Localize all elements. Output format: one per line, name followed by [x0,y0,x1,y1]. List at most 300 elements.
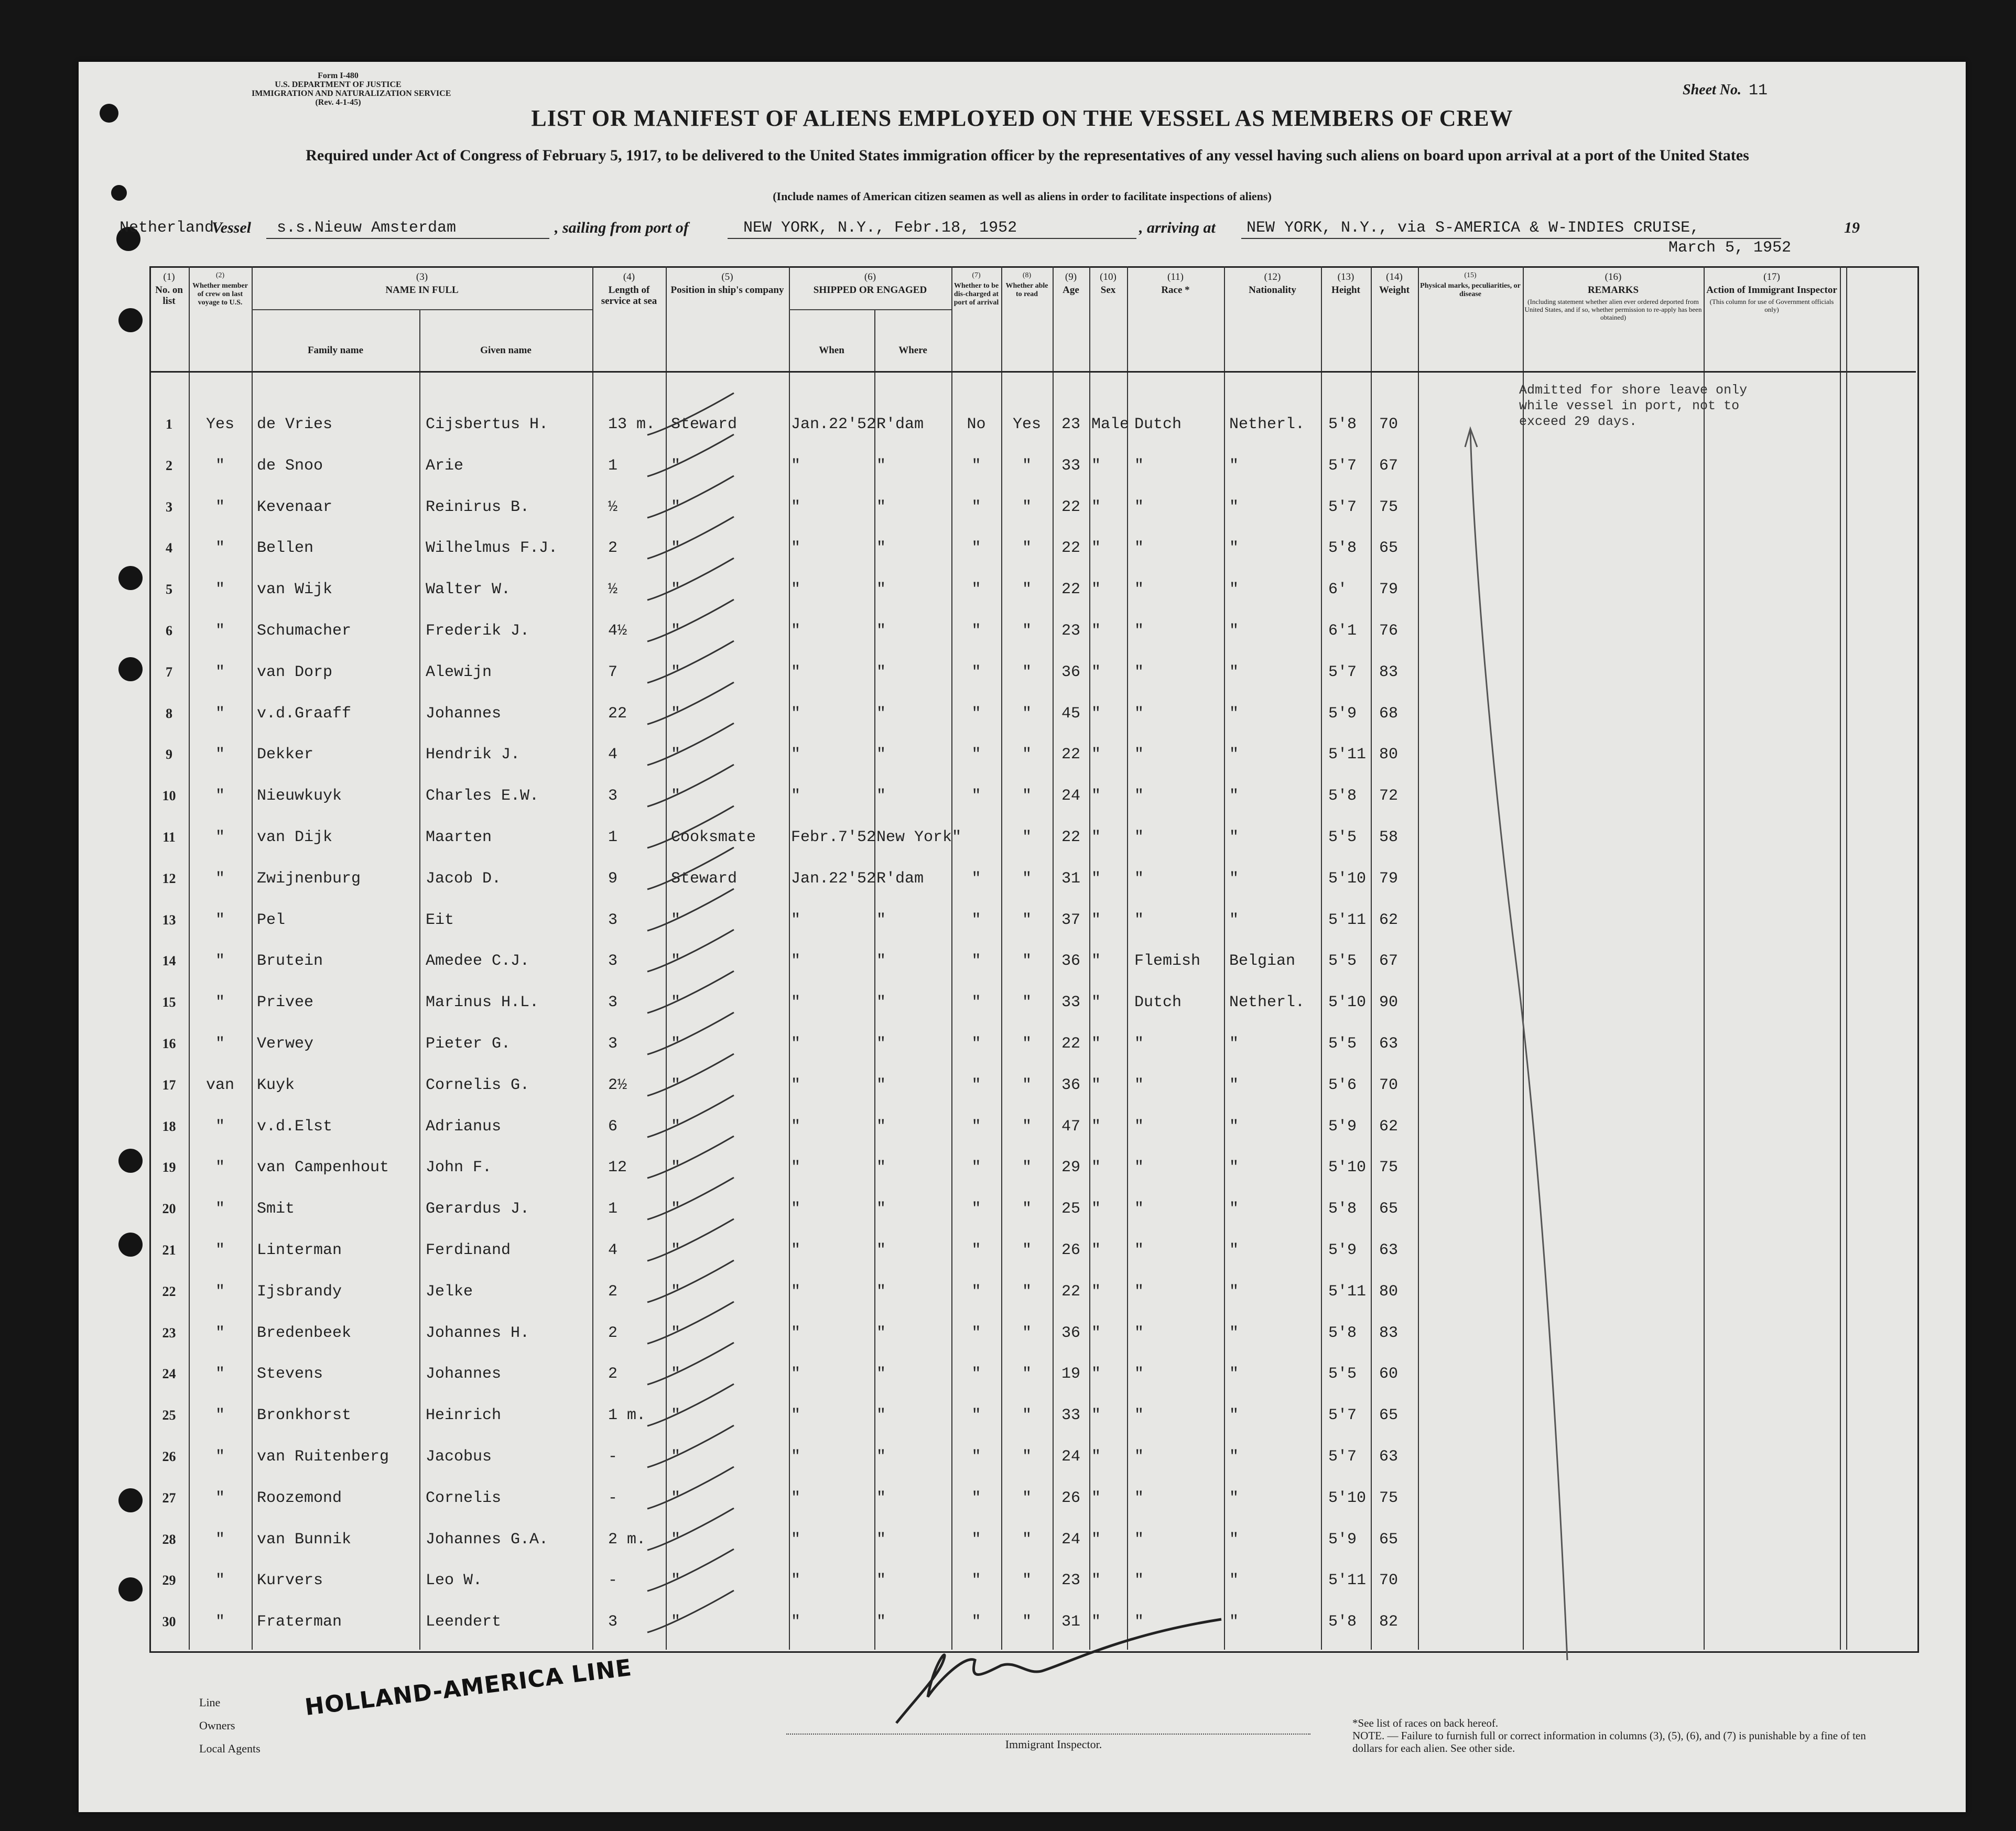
company-stamp: HOLLAND-AMERICA LINE [303,1654,634,1721]
cell-read: " [1022,952,1032,970]
cell-no: 5 [166,582,172,597]
cell-given: Marinus H.L. [426,994,539,1011]
cell-service: 3 [608,952,618,970]
cell-given: Jacob D. [426,870,502,888]
cell-when: " [791,1241,801,1259]
cell-sex: " [1091,581,1101,598]
cell-age: 24 [1061,1531,1080,1549]
cell-discharged: " [971,870,981,888]
cell-weight: 63 [1379,1035,1399,1053]
cell-read: " [1022,1159,1032,1176]
cell-position: " [671,1407,681,1424]
cell-service: 2 [608,1365,618,1383]
cell-service: 1 [608,1200,618,1218]
cell-race: " [1134,787,1144,805]
cell-position: " [671,498,681,516]
cell-when: " [791,1035,801,1053]
cell-where: R'dam [876,416,924,433]
cell-nationality: " [1229,622,1239,640]
cell-no: 29 [162,1573,176,1588]
cell-service: 4 [608,1241,618,1259]
cell-given: Heinrich [426,1407,502,1424]
binder-hole [118,308,143,332]
cell-no: 16 [162,1036,176,1051]
cell-age: 37 [1061,911,1080,929]
cell-sex: " [1091,1241,1101,1259]
cell-service: 4½ [608,622,627,640]
column-rule [1418,266,1419,1650]
cell-height: 5'11 [1328,746,1367,764]
cell-given: Jacobus [426,1448,492,1466]
cell-crew: " [215,1035,225,1053]
cell-when: Jan.22'52 [791,416,876,433]
cell-where: " [876,622,886,640]
cell-given: Gerardus J. [426,1200,530,1218]
cell-nationality: " [1229,498,1239,516]
cell-age: 22 [1061,829,1080,846]
cell-where: " [876,1076,886,1094]
column-number: (12) [1264,271,1281,282]
cell-crew: " [215,539,225,557]
cell-when: " [791,1076,801,1094]
cell-given: Johannes G.A. [426,1531,549,1549]
vessel-underline [266,238,549,239]
cell-when: " [791,581,801,598]
cell-given: Reinirus B. [426,498,530,516]
cell-family: Fraterman [257,1613,342,1631]
cell-nationality: " [1229,829,1239,846]
cell-height: 5'9 [1328,1118,1357,1136]
cell-race: " [1134,1324,1144,1342]
cell-crew: " [215,498,225,516]
cell-crew: " [215,1613,225,1631]
cell-position: " [671,1118,681,1136]
cell-height: 5'5 [1328,829,1357,846]
cell-crew: Yes [205,416,234,433]
cell-when: " [791,1448,801,1466]
cell-sex: " [1091,1324,1101,1342]
column-header-sex [1091,271,1125,296]
cell-family: Bredenbeek [257,1324,352,1342]
cell-service: 12 [608,1159,627,1176]
cell-given: Leendert [426,1613,502,1631]
cell-no: 28 [162,1532,176,1547]
cell-given: Arie [426,457,464,475]
cell-when: " [791,1365,801,1383]
cell-where: " [876,1613,886,1631]
cell-given: Cijsbertus H. [426,416,549,433]
cell-height: 5'8 [1328,1613,1357,1631]
cell-weight: 79 [1379,581,1399,598]
cell-crew: " [215,457,225,475]
arrival-date: March 5, 1952 [1668,239,1792,257]
cell-nationality: " [1229,1283,1239,1301]
cell-when: " [791,911,801,929]
cell-no: 14 [162,953,176,968]
cell-age: 22 [1061,746,1080,764]
cell-age: 26 [1061,1489,1080,1507]
cell-discharged: " [971,1407,981,1424]
column-header-discharged [953,271,1000,307]
cell-service: 2 m. [608,1531,646,1549]
cell-given: John F. [426,1159,492,1176]
cell-race: " [1134,870,1144,888]
cell-family: Schumacher [257,622,352,640]
cell-discharged: " [971,622,981,640]
cell-sex: " [1091,1489,1101,1507]
cell-sex: Male [1091,416,1130,433]
cell-no: 27 [162,1490,176,1506]
column-number: (11) [1167,271,1184,282]
cell-crew: " [215,1365,225,1383]
cell-family: van Dijk [257,829,333,846]
column-number: (8) [1022,271,1032,279]
cell-no: 6 [166,623,172,638]
cell-position: " [671,1448,681,1466]
cell-race: " [1134,911,1144,929]
cell-service: - [608,1489,618,1507]
cell-position: " [671,457,681,475]
cell-given: Alewijn [426,663,492,681]
column-header-when [790,345,873,356]
binder-hole [118,1233,143,1257]
cell-given: Johannes [426,1365,502,1383]
cell-given: Frederik J. [426,622,530,640]
cell-read: " [1022,539,1032,557]
cell-read: " [1022,1324,1032,1342]
cell-discharged: " [971,1241,981,1259]
cell-position: " [671,1241,681,1259]
cell-discharged: " [971,1118,981,1136]
cell-crew: " [215,870,225,888]
cell-read: " [1022,1531,1032,1549]
cell-age: 29 [1061,1159,1080,1176]
cell-no: 12 [162,871,176,886]
cell-read: " [1022,1035,1032,1053]
cell-nationality: " [1229,870,1239,888]
column-rule [1127,266,1128,1650]
sailing-port: NEW YORK, N.Y., Febr.18, 1952 [743,219,1017,237]
cell-read: " [1022,1407,1032,1424]
cell-when: " [791,787,801,805]
cell-crew: " [215,622,225,640]
cell-family: Zwijnenburg [257,870,361,888]
column-header-nationality [1226,271,1319,296]
form-number: Form I-480 [318,71,359,80]
cell-sex: " [1091,663,1101,681]
cell-family: Bronkhorst [257,1407,352,1424]
cell-weight: 63 [1379,1241,1399,1259]
cell-height: 5'11 [1328,1283,1367,1301]
cell-when: " [791,457,801,475]
cell-sex: " [1091,1035,1101,1053]
cell-nationality: " [1229,1407,1239,1424]
cell-weight: 75 [1379,498,1399,516]
cell-discharged: " [971,1365,981,1383]
cell-position: " [671,1076,681,1094]
cell-discharged: " [971,994,981,1011]
cell-family: Smit [257,1200,295,1218]
cell-where: " [876,994,886,1011]
column-number: (17) [1763,271,1780,282]
column-header-label: SHIPPED OR ENGAGED [813,285,927,296]
cell-race: " [1134,705,1144,723]
cell-service: 7 [608,663,618,681]
cell-no: 20 [162,1201,176,1216]
cell-race: " [1134,1407,1144,1424]
cell-age: 36 [1061,663,1080,681]
column-header-no [151,271,187,307]
cell-discharged: " [971,952,981,970]
arriving-port: NEW YORK, N.Y., via S-AMERICA & W-INDIES CRUISE, [1247,219,1700,237]
cell-family: van Campenhout [257,1159,389,1176]
cell-discharged: " [971,1324,981,1342]
column-header-label: Nationality [1249,285,1296,296]
cell-weight: 80 [1379,746,1399,764]
cell-race: " [1134,1283,1144,1301]
cell-height: 5'8 [1328,787,1357,805]
cell-no: 11 [162,830,176,845]
cell-nationality: Belgian [1229,952,1296,970]
cell-sex: " [1091,457,1101,475]
cell-family: v.d.Elst [257,1118,333,1136]
cell-discharged: " [971,457,981,475]
cell-race: " [1134,663,1144,681]
cell-crew: " [215,1241,225,1259]
column-number: (9) [1065,271,1077,282]
cell-where: " [876,787,886,805]
cell-race: " [1134,457,1144,475]
cell-service: 1 m. [608,1407,646,1424]
column-header-service [594,271,664,307]
cell-no: 24 [162,1366,176,1381]
cell-position: " [671,952,681,970]
cell-given: Leo W. [426,1572,483,1589]
cell-nationality: " [1229,1613,1239,1631]
cell-height: 5'10 [1328,1159,1367,1176]
cell-discharged: " [971,787,981,805]
cell-read: " [1022,705,1032,723]
column-rule [1224,266,1225,1650]
cell-when: " [791,622,801,640]
cell-sex: " [1091,622,1101,640]
cell-no: 10 [162,788,176,803]
cell-height: 5'6 [1328,1076,1357,1094]
page-subtitle-note: (Include names of American citizen seamen as well as aliens in order to facilitate inspections of aliens) [773,190,1272,203]
cell-family: Kevenaar [257,498,333,516]
cell-no: 1 [166,417,172,432]
form-identifier [252,71,451,107]
races-note: *See list of races on back hereof. [1352,1717,1499,1729]
arriving-label: , arriving at [1139,219,1216,236]
cell-when: " [791,1489,801,1507]
cell-race: " [1134,829,1144,846]
cell-height: 5'8 [1328,416,1357,433]
cell-weight: 65 [1379,539,1399,557]
cell-sex: " [1091,911,1101,929]
cell-weight: 58 [1379,829,1399,846]
cell-crew: " [215,994,225,1011]
cell-where: " [876,1448,886,1466]
cell-crew: " [215,581,225,598]
penalty-note: NOTE. — Failure to furnish full or correct information in columns (3), (5), (6), and (7) is punishable by a fine of ten dollars for each alien. See other side. [1352,1729,1866,1754]
cell-race: " [1134,746,1144,764]
cell-race: Dutch [1134,994,1182,1011]
cell-position: " [671,663,681,681]
cell-position: " [671,1531,681,1549]
cell-nationality: " [1229,705,1239,723]
cell-sex: " [1091,746,1101,764]
column-header-position [667,271,787,296]
cell-age: 36 [1061,1324,1080,1342]
cell-family: van Bunnik [257,1531,352,1549]
cell-nationality: " [1229,1241,1239,1259]
cell-when: " [791,994,801,1011]
cell-when: " [791,952,801,970]
cell-height: 5'11 [1328,911,1367,929]
column-header-label: Whether to be dis-charged at port of arrival [953,282,999,307]
cell-position: " [671,746,681,764]
cell-race: " [1134,1448,1144,1466]
cell-family: de Vries [257,416,333,433]
cell-nationality: " [1229,457,1239,475]
name-subheader-rule [252,309,592,310]
cell-weight: 62 [1379,1118,1399,1136]
cell-race: " [1134,498,1144,516]
cell-where: " [876,1365,886,1383]
cell-race: " [1134,1035,1144,1053]
column-header-note: (Including statement whether alien ever ordered deported from United States, and if so, whether permission to re-apply has been obtained) [1524,298,1702,321]
cell-height: 5'9 [1328,705,1357,723]
cell-sex: " [1091,705,1101,723]
vessel-label: Vessel [212,219,251,236]
cell-age: 36 [1061,1076,1080,1094]
cell-given: Walter W. [426,581,511,598]
cell-race: " [1134,622,1144,640]
cell-height: 5'9 [1328,1241,1357,1259]
cell-where: " [876,457,886,475]
cell-when: " [791,1613,801,1631]
cell-sex: " [1091,1407,1101,1424]
cell-when: " [791,1118,801,1136]
cell-discharged: " [971,498,981,516]
cell-service: 1 [608,457,618,475]
binder-hole [118,657,143,681]
cell-no: 7 [166,664,172,680]
cell-service: 13 m. [608,416,656,433]
vessel-nationality: Netherland [120,219,214,237]
cell-nationality: Netherl. [1229,416,1305,433]
column-header-age [1054,271,1088,296]
cell-sex: " [1091,1572,1101,1589]
cell-discharged: " [971,746,981,764]
cell-age: 19 [1061,1365,1080,1383]
cell-nationality: " [1229,1118,1239,1136]
cell-height: 5'10 [1328,994,1367,1011]
cell-race: " [1134,581,1144,598]
cell-read: " [1022,1613,1032,1631]
cell-sex: " [1091,1118,1101,1136]
cell-sex: " [1091,498,1101,516]
cell-height: 5'5 [1328,1365,1357,1383]
column-header-label: Whether able to read [1005,282,1048,298]
cell-read: " [1022,622,1032,640]
column-header-label: NAME IN FULL [385,285,459,296]
column-header-label: Height [1331,285,1360,296]
cell-crew: " [215,911,225,929]
cell-when: " [791,1407,801,1424]
cell-weight: 76 [1379,622,1399,640]
cell-crew: " [215,1407,225,1424]
column-header-race [1129,271,1222,296]
cell-crew: " [215,1200,225,1218]
column-rule [789,266,790,1650]
cell-when: " [791,539,801,557]
cell-age: 22 [1061,539,1080,557]
cell-discharged: " [971,1035,981,1053]
cell-crew: van [205,1076,234,1094]
cell-discharged: " [971,1531,981,1549]
cell-weight: 70 [1379,1572,1399,1589]
column-header-where [876,345,950,356]
cell-weight: 80 [1379,1283,1399,1301]
cell-no: 18 [162,1119,176,1134]
cell-where: " [876,498,886,516]
cell-sex: " [1091,539,1101,557]
form-department: U.S. DEPARTMENT OF JUSTICE [275,80,402,89]
binder-hole [118,1488,143,1512]
vessel-name: s.s.Nieuw Amsterdam [277,219,457,237]
cell-crew: " [215,1118,225,1136]
cell-given: Hendrik J. [426,746,521,764]
cell-discharged: " [971,1200,981,1218]
column-header-read [1003,271,1051,299]
cell-race: Flemish [1134,952,1201,970]
cell-race: " [1134,1076,1144,1094]
cell-position: " [671,787,681,805]
cell-service: - [608,1448,618,1466]
cell-age: 23 [1061,1572,1080,1589]
cell-race: " [1134,1613,1144,1631]
footer-line-label: Line [199,1696,221,1709]
cell-age: 26 [1061,1241,1080,1259]
column-header-label: Sex [1100,285,1116,296]
page-title: LIST OR MANIFEST OF ALIENS EMPLOYED ON THE VESSEL AS MEMBERS OF CREW [531,105,1513,131]
column-rule [419,309,420,1650]
column-rule [592,266,593,1650]
cell-where: " [876,952,886,970]
cell-height: 5'11 [1328,1572,1367,1589]
cell-service: 2 [608,1283,618,1301]
cell-nationality: " [1229,1531,1239,1549]
header-bottom-rule [149,371,1916,373]
cell-weight: 68 [1379,705,1399,723]
cell-position: " [671,1283,681,1301]
column-number: (1) [163,271,175,282]
cell-where: " [876,581,886,598]
column-header-label: Given name [480,345,532,356]
cell-where: " [876,1572,886,1589]
cell-given: Maarten [426,829,492,846]
cell-when: " [791,1159,801,1176]
cell-no: 22 [162,1284,176,1299]
column-number: (14) [1386,271,1403,282]
cell-where: New York" [876,829,962,846]
cell-given: Cornelis [426,1489,502,1507]
cell-given: Johannes [426,705,502,723]
cell-service: 1 [608,829,618,846]
column-header-physical [1419,271,1521,299]
